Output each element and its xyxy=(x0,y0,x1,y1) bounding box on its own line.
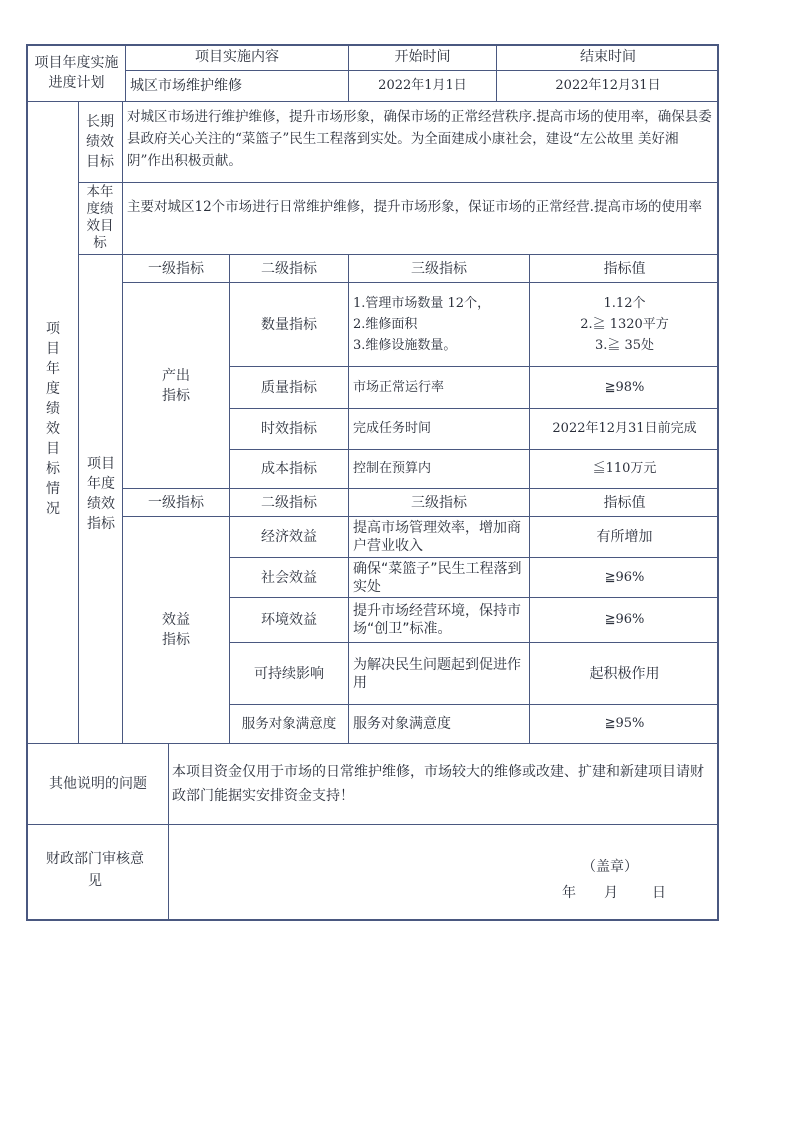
output-row-level3: 市场正常运行率 xyxy=(353,379,445,395)
benefit-row-level2: 环境效益 xyxy=(261,612,317,628)
col-level2-header: 二级指标 xyxy=(261,260,317,277)
output-row-level3: 1.管理市场数量 12个， 2.维修面积 3.维修设施数量。 xyxy=(353,296,491,353)
date-year: 年 xyxy=(562,885,576,901)
end-label: 结束时间 xyxy=(580,49,636,65)
benefit-row-level2: 服务对象满意度 xyxy=(241,716,337,732)
output-row-level2: 成本指标 xyxy=(261,461,317,477)
output-row-level3: 控制在预算内 xyxy=(353,461,432,476)
benefit-row-level3: 提高市场管理效率，增加商户营业收入 xyxy=(353,520,521,554)
date-day: 日 xyxy=(652,885,666,901)
col-level3-header: 三级指标 xyxy=(411,260,467,277)
indicator-label: 项目年度绩效指标 xyxy=(87,456,115,532)
benefit-indicator-label: 效益指标 xyxy=(162,612,190,648)
annual-text: 主要对城区12个市场进行日常维护维修，提升市场形象，保证市场的正常经营.提高市场的使用率 xyxy=(127,199,702,215)
date-month: 月 xyxy=(604,885,618,901)
col-level2-header: 二级指标 xyxy=(261,494,317,511)
content-value: 城区市场维护维修 xyxy=(130,78,242,94)
output-row-level3: 完成任务时间 xyxy=(353,421,432,436)
benefit-row-level3: 确保“菜篮子”民生工程落到实处 xyxy=(353,560,522,595)
annual-label: 本年度绩效目标 xyxy=(86,184,114,251)
output-row-value: 1.12个 2.≧ 1320平方 3.≧ 35处 xyxy=(580,296,669,353)
output-row-level2: 数量指标 xyxy=(261,316,317,333)
output-row-level2: 时效指标 xyxy=(261,421,317,437)
rule xyxy=(26,824,719,825)
other-notes-label: 其他说明的问题 xyxy=(49,776,147,792)
col-level3-header: 三级指标 xyxy=(411,494,467,511)
benefit-row-level3: 为解决民生问题起到促进作用 xyxy=(353,656,521,691)
output-row-value: ≦110万元 xyxy=(592,461,657,476)
output-row-value: 2022年12月31日前完成 xyxy=(552,421,697,436)
col-level1-header: 一级指标 xyxy=(148,260,204,277)
benefit-row-value: ≧95% xyxy=(604,716,645,731)
benefit-row-level2: 社会效益 xyxy=(261,569,317,586)
long-term-text: 对城区市场进行维护维修，提升市场形象，确保市场的正常经营秩序.提高市场的使用率，确保县委县政府关心关注的“菜篮子”民生工程落到实处。为全面建成小康社会，建设“左公故里 美好湘阴”作出积极贡献。 xyxy=(127,109,712,169)
performance-form xyxy=(26,44,719,921)
col-value-header: 指标值 xyxy=(603,494,646,511)
benefit-row-value: ≧96% xyxy=(604,612,645,627)
finance-review-label: 财政部门审核意见 xyxy=(46,851,144,889)
benefit-row-value: ≧96% xyxy=(604,569,645,585)
plan-label: 项目年度实施进度计划 xyxy=(34,54,119,91)
col-value-header: 指标值 xyxy=(603,260,646,277)
benefit-row-level3: 服务对象满意度 xyxy=(353,716,451,732)
output-row-level2: 质量指标 xyxy=(261,379,317,396)
start-value: 2022年1月1日 xyxy=(378,78,467,93)
benefit-row-value: 有所增加 xyxy=(596,529,653,545)
benefit-row-value: 起积极作用 xyxy=(589,665,660,682)
end-value: 2022年12月31日 xyxy=(555,78,661,93)
output-indicator-label: 产出指标 xyxy=(162,367,190,404)
col-level1-header: 一级指标 xyxy=(148,494,204,511)
content-label: 项目实施内容 xyxy=(195,49,279,65)
output-row-value: ≧98% xyxy=(604,379,645,395)
stamp-placeholder: （盖章） xyxy=(582,859,638,875)
benefit-row-level2: 可持续影响 xyxy=(254,665,324,682)
start-label: 开始时间 xyxy=(394,49,451,65)
long-term-label: 长期绩效目标 xyxy=(86,114,114,170)
benefit-row-level3: 提升市场经营环境，保持市场“创卫”标准。 xyxy=(353,603,521,637)
rule xyxy=(168,743,169,921)
rule xyxy=(122,101,123,255)
goals-section-label: 项目年度绩效目标情况 xyxy=(46,321,60,517)
rule xyxy=(26,101,719,102)
rule xyxy=(78,182,719,183)
other-notes-text: 本项目资金仅用于市场的日常维护维修，市场较大的维修或改建、扩建和新建项目请财政部门能据实安排资金支持！ xyxy=(172,764,704,804)
benefit-row-level2: 经济效益 xyxy=(261,529,317,545)
